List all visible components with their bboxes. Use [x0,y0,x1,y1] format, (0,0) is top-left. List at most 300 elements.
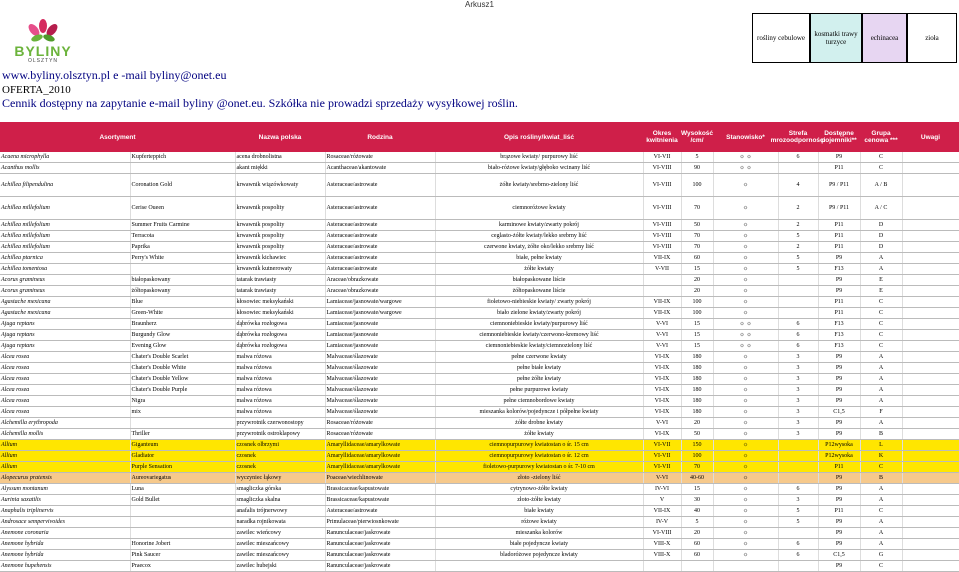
cell-hardiness-zone: 3 [778,374,818,385]
cell-latin-name: Alchemilla erythropoda [0,418,130,429]
cell-container: P9 [818,286,860,297]
cell-price-group: L [860,440,902,451]
cell-notes [902,462,959,473]
cell-hardiness-zone: 6 [778,484,818,495]
cell-container: P9 / P11 [818,174,860,197]
cell-family: Brassicaceae/kapustowate [325,495,435,506]
cell-notes [902,319,959,330]
cell-price-group: D [860,220,902,231]
cell-price-group: A [860,352,902,363]
cell-latin-name: Anemone coronaria [0,528,130,539]
cell-bloom-period: V-VI [643,330,681,341]
cell-cultivar: Gold Bullet [130,495,235,506]
cell-position: ☼ [713,275,778,286]
cell-price-group: C [860,308,902,319]
cell-notes [902,330,959,341]
cell-description: żółte kwiaty [435,429,643,440]
cell-bloom-period: VI-IX [643,374,681,385]
cell-hardiness-zone: 3 [778,429,818,440]
cell-height: 90 [681,163,713,174]
cell-polish-name: tatarak trawiasty [235,286,325,297]
cell-notes [902,374,959,385]
cell-bloom-period: V [643,495,681,506]
cell-price-group: A [860,264,902,275]
legend-bulbs: rośliny cebulowe [752,13,810,63]
cell-latin-name: Achillea filipendulina [0,174,130,197]
cell-description: żółte kwiaty [435,264,643,275]
cell-container: F13 [818,341,860,352]
cell-latin-name: Ajuga reptans [0,330,130,341]
table-row [0,174,959,197]
col-okres: Okres kwitnienia [646,130,678,144]
cell-family: Ranunculaceae/jaskrowate [325,539,435,550]
col-asortyment: Asortyment [99,133,136,141]
cell-position: ☼ [713,374,778,385]
column-header-row [0,122,959,152]
cell-position: ☼ [713,451,778,462]
cell-container: P12wysoka [818,451,860,462]
cell-height [681,561,713,572]
cell-position: ☼ [713,352,778,363]
cell-latin-name: Androsace sempervivoides [0,517,130,528]
cell-hardiness-zone: 3 [778,385,818,396]
cell-hardiness-zone [778,462,818,473]
cell-height: 15 [681,319,713,330]
table-row [0,385,959,396]
cell-notes [902,418,959,429]
cell-notes [902,451,959,462]
cell-hardiness-zone [778,561,818,572]
cell-cultivar: Purple Sensation [130,462,235,473]
cell-position: ☼ [713,484,778,495]
cell-family: Malvaceae/ślazowate [325,363,435,374]
cell-latin-name: Acorus gramineus [0,286,130,297]
cell-polish-name: przywrotnik czerwonostopy [235,418,325,429]
cell-family: Malvaceae/ślazowate [325,407,435,418]
cell-container: F13 [818,319,860,330]
cell-hardiness-zone: 5 [778,506,818,517]
cell-notes [902,352,959,363]
cell-description: fioletowo-niebieskie kwiaty/ zwarty pokrój [435,297,643,308]
cell-latin-name: Anaphalis triplinervis [0,506,130,517]
cell-description: białe kwiaty [435,506,643,517]
cell-family: Asteraceae/astrowate [325,231,435,242]
cell-notes [902,506,959,517]
cell-description [435,561,643,572]
cell-container: P9 [818,484,860,495]
cell-container: F13 [818,264,860,275]
cell-hardiness-zone [778,163,818,174]
table-row [0,220,959,231]
table-row [0,528,959,539]
cell-latin-name: Ajuga reptans [0,341,130,352]
cell-price-group: A [860,396,902,407]
cell-container: P9 [818,253,860,264]
cell-bloom-period [643,286,681,297]
table-row [0,319,959,330]
cell-height: 180 [681,407,713,418]
cell-description: żółte kwiaty/srebrno-zielony liść [435,174,643,197]
plant-table-body [0,152,959,572]
cell-polish-name: dąbrówka rozłogowa [235,341,325,352]
cell-container: C1,5 [818,407,860,418]
table-row [0,484,959,495]
cell-family: Asteraceae/astrowate [325,253,435,264]
cell-cultivar [130,163,235,174]
cell-cultivar: Chater's Double Yellow [130,374,235,385]
cell-latin-name: Ajuga reptans [0,319,130,330]
cell-polish-name: krwawnik pospolity [235,231,325,242]
cell-hardiness-zone: 3 [778,495,818,506]
cell-height: 60 [681,550,713,561]
cell-bloom-period: VI-VII [643,152,681,163]
cell-notes [902,264,959,275]
cell-polish-name: zawilec wieńcowy [235,528,325,539]
cell-bloom-period: VI-VIII [643,174,681,197]
cell-position: ☼ [713,242,778,253]
cell-bloom-period: VI-IX [643,385,681,396]
cell-latin-name: Achillea millefolium [0,242,130,253]
cell-cultivar: Gladiator [130,451,235,462]
cell-container: P11 [818,163,860,174]
cell-cultivar: Evening Glow [130,341,235,352]
cell-polish-name: krwawnik kichawiec [235,253,325,264]
cell-hardiness-zone: 2 [778,220,818,231]
cell-container: P11 [818,220,860,231]
cell-price-group: F [860,407,902,418]
cell-bloom-period: VI-VII [643,462,681,473]
cell-height: 15 [681,484,713,495]
cell-hardiness-zone [778,297,818,308]
table-row [0,152,959,163]
cell-notes [902,286,959,297]
cell-position: ☼ ☼ [713,319,778,330]
cell-position: ☼ [713,418,778,429]
cell-bloom-period: VII-IX [643,506,681,517]
cell-polish-name: krwawnik pospolity [235,197,325,220]
cell-cultivar: Nigra [130,396,235,407]
cell-polish-name: malwa różowa [235,363,325,374]
cell-height: 50 [681,220,713,231]
cell-cultivar [130,264,235,275]
cell-position: ☼ [713,473,778,484]
col-strefa: Strefa mrozoodporności [770,130,826,144]
price-note: Cennik dostępny na zapytanie e-mail byliny @onet.eu. Szkółka nie prowadzi sprzedaży wysyłkowej roślin. [2,96,518,110]
cell-latin-name: Agastache mexicana [0,308,130,319]
cell-description: ciemnoróżowe kwiaty [435,197,643,220]
table-row [0,197,959,220]
cell-position: ☼ [713,517,778,528]
cell-latin-name: Achillea millefolium [0,220,130,231]
cell-container: P9 [818,374,860,385]
cell-bloom-period: V-VI [643,319,681,330]
cell-container: P9 [818,396,860,407]
cell-bloom-period: IV-V [643,517,681,528]
cell-height: 15 [681,330,713,341]
cell-hardiness-zone [778,440,818,451]
table-row [0,539,959,550]
cell-family: Rosaceae/różowate [325,152,435,163]
cell-height: 100 [681,297,713,308]
cell-bloom-period: VII-IX [643,308,681,319]
cell-family: Asteraceae/astrowate [325,264,435,275]
cell-hardiness-zone: 3 [778,396,818,407]
cell-latin-name: Alyssum montanum [0,484,130,495]
cell-latin-name: Achillea tomentosa [0,264,130,275]
cell-bloom-period: VI-VIII [643,163,681,174]
table-row [0,517,959,528]
cell-latin-name: Alchemilla mollis [0,429,130,440]
cell-description: pełne purpurowe kwiaty [435,385,643,396]
cell-height: 60 [681,539,713,550]
cell-description: złoto-żółte kwiaty [435,495,643,506]
cell-latin-name: Agastache mexicana [0,297,130,308]
cell-notes [902,220,959,231]
cell-polish-name: czosnek [235,462,325,473]
cell-bloom-period: IV-VI [643,484,681,495]
cell-latin-name: Alcea rosea [0,363,130,374]
cell-container: P9 / P11 [818,197,860,220]
cell-cultivar [130,418,235,429]
cell-family: Acanthaceae/akantowate [325,163,435,174]
cell-bloom-period: VI-VIII [643,242,681,253]
cell-family: Araceae/obrazkowate [325,286,435,297]
cell-notes [902,528,959,539]
cell-hardiness-zone: 4 [778,174,818,197]
cell-family: Ranunculaceae/jaskrowate [325,550,435,561]
cell-description: mieszanka kolorów/pojedyncze i półpełne kwiaty [435,407,643,418]
cell-notes [902,275,959,286]
cell-bloom-period: V-VI [643,473,681,484]
cell-polish-name: malwa różowa [235,352,325,363]
cell-height: 100 [681,308,713,319]
cell-description: ceglasto-żółte kwiaty/lekko srebrny liść [435,231,643,242]
table-row [0,297,959,308]
cell-price-group: B [860,429,902,440]
cell-bloom-period [643,561,681,572]
cell-family: Amaryllidaceae/amarylkowate [325,462,435,473]
cell-family: Asteraceae/astrowate [325,220,435,231]
cell-position: ☼ [713,539,778,550]
cell-position: ☼ ☼ [713,152,778,163]
cell-position: ☼ [713,407,778,418]
cell-description: pełne białe kwiaty [435,363,643,374]
cell-notes [902,484,959,495]
table-row [0,495,959,506]
cell-bloom-period: VII-IX [643,253,681,264]
cell-price-group: A [860,495,902,506]
cell-position: ☼ [713,440,778,451]
cell-polish-name: malwa różowa [235,374,325,385]
cell-price-group: B [860,473,902,484]
cell-latin-name: Aurinia saxatilis [0,495,130,506]
cell-notes [902,495,959,506]
cell-description: złoto -zielony liść [435,473,643,484]
cell-height: 5 [681,152,713,163]
cell-price-group: A [860,539,902,550]
cell-cultivar: Burgundy Glow [130,330,235,341]
cell-height: 30 [681,495,713,506]
cell-polish-name: dąbrówka rozłogowa [235,319,325,330]
offer-title: OFERTA_2010 [2,84,71,96]
cell-cultivar: żółtopaskowany [130,286,235,297]
cell-container: P9 [818,363,860,374]
cell-height: 20 [681,418,713,429]
cell-position: ☼ [713,429,778,440]
cell-polish-name: akant miękki [235,163,325,174]
cell-container: P9 [818,561,860,572]
cell-container: P11 [818,462,860,473]
cell-price-group: A [860,363,902,374]
cell-family: Ranunculaceae/jaskrowate [325,528,435,539]
cell-hardiness-zone [778,308,818,319]
cell-family: Malvaceae/ślazowate [325,385,435,396]
cell-price-group: A [860,517,902,528]
cell-bloom-period: VI-IX [643,363,681,374]
table-row [0,352,959,363]
cell-position: ☼ ☼ [713,330,778,341]
cell-latin-name: Acanthus mollis [0,163,130,174]
cell-description: pełne czerwone kwiaty [435,352,643,363]
cell-description: fioletowo-purpurowy kwiatostan o śr. 7-10 cm [435,462,643,473]
table-row [0,363,959,374]
cell-bloom-period: VIII-X [643,539,681,550]
cell-price-group: A [860,253,902,264]
col-opis: Opis rośliny/kwiat_liść [503,133,575,141]
cell-notes [902,396,959,407]
cell-family: Amaryllidaceae/amarylkowate [325,451,435,462]
cell-height: 20 [681,286,713,297]
cell-price-group: A [860,385,902,396]
table-row [0,264,959,275]
cell-bloom-period: V-VI [643,418,681,429]
cell-family: Rosaceae/różowate [325,418,435,429]
cell-cultivar: Chater's Double Purple [130,385,235,396]
cell-polish-name: smagliczka górska [235,484,325,495]
cell-cultivar: Perry's White [130,253,235,264]
cell-price-group: C [860,462,902,473]
cell-description: żółtopaskowane liście [435,286,643,297]
cell-description: ciemnoniebieskie kwiaty/purpurowy liść [435,319,643,330]
cell-description: pełne żółte kwiaty [435,374,643,385]
cell-family: Lamiaceae/jasnowate [325,319,435,330]
cell-polish-name: smagliczka skalna [235,495,325,506]
cell-notes [902,363,959,374]
cell-notes [902,385,959,396]
cell-price-group: A [860,418,902,429]
cell-price-group: C [860,319,902,330]
cell-notes [902,429,959,440]
cell-position: ☼ [713,308,778,319]
cell-bloom-period: VI-IX [643,396,681,407]
cell-bloom-period: VII-IX [643,297,681,308]
cell-position [713,561,778,572]
cell-description: czerwone kwiaty, żółte oko/lekko srebrny liść [435,242,643,253]
cell-description: ciemnopurpurowy kwiatostan o śr. 15 cm [435,440,643,451]
cell-price-group: C [860,163,902,174]
table-row [0,275,959,286]
cell-price-group: A / C [860,197,902,220]
cell-position: ☼ [713,174,778,197]
logo-subtext: OLSZTYN [27,58,59,64]
cell-latin-name: Alcea rosea [0,374,130,385]
cell-cultivar: Chater's Double Scarlet [130,352,235,363]
cell-position: ☼ [713,253,778,264]
table-row [0,429,959,440]
cell-family: Asteraceae/astrowate [325,506,435,517]
cell-height: 70 [681,462,713,473]
cell-polish-name: malwa różowa [235,407,325,418]
cell-height: 100 [681,451,713,462]
cell-family: Araceae/obrazkowate [325,275,435,286]
cell-latin-name: Alcea rosea [0,407,130,418]
cell-description: żółte drobne kwiaty [435,418,643,429]
cell-notes [902,297,959,308]
col-stanowisko: Stanowisko* [726,133,765,141]
cell-description: ciemnoniebieskie kwiaty/czerwono-kremowy liść [435,330,643,341]
cell-polish-name: przywrotnik ostroklapowy [235,429,325,440]
table-row [0,407,959,418]
cell-polish-name: zawilec mieszańcowy [235,550,325,561]
cell-notes [902,174,959,197]
cell-family: Lamiaceae/jasnowate [325,341,435,352]
legend-echinacea: echinacea [862,13,907,63]
cell-cultivar: mix [130,407,235,418]
cell-cultivar: Chater's Double White [130,363,235,374]
cell-description: pełne ciemnobordowe kwiaty [435,396,643,407]
cell-polish-name: tatarak trawiasty [235,275,325,286]
cell-family: Primulaceae/pierwiosnkowate [325,517,435,528]
cell-notes [902,308,959,319]
cell-description: białe pojedyncze kwiaty [435,539,643,550]
cell-cultivar: Luna [130,484,235,495]
cell-description: brązowe kwiaty/ purpurowy liść [435,152,643,163]
cell-hardiness-zone: 6 [778,550,818,561]
cell-notes [902,473,959,484]
cell-latin-name: Anemone hybrida [0,550,130,561]
cell-container: P9 [818,517,860,528]
cell-price-group: K [860,451,902,462]
cell-cultivar [130,506,235,517]
cell-container: P9 [818,495,860,506]
cell-bloom-period: VI-VIII [643,528,681,539]
cell-hardiness-zone [778,286,818,297]
cell-bloom-period: VI-VIII [643,220,681,231]
cell-hardiness-zone [778,451,818,462]
table-row [0,561,959,572]
table-row [0,286,959,297]
contact-line: www.byliny.olsztyn.pl e -mail byliny@onet.eu [2,68,227,82]
cell-notes [902,242,959,253]
cell-family: Malvaceae/ślazowate [325,352,435,363]
cell-container: P9 [818,539,860,550]
cell-container: P11 [818,242,860,253]
table-row [0,418,959,429]
cell-hardiness-zone [778,528,818,539]
cell-price-group: D [860,242,902,253]
table-row [0,473,959,484]
cell-height: 60 [681,253,713,264]
cell-polish-name: czosnek [235,451,325,462]
col-grupa: Grupa cenowa *** [864,130,898,144]
cell-notes [902,253,959,264]
cell-hardiness-zone: 2 [778,242,818,253]
window-title: Arkusz1 [465,0,494,9]
cell-polish-name: naradka rojnikowata [235,517,325,528]
cell-bloom-period: VIII-X [643,550,681,561]
cell-family: Rosaceae/różowate [325,429,435,440]
cell-container: P9 [818,385,860,396]
